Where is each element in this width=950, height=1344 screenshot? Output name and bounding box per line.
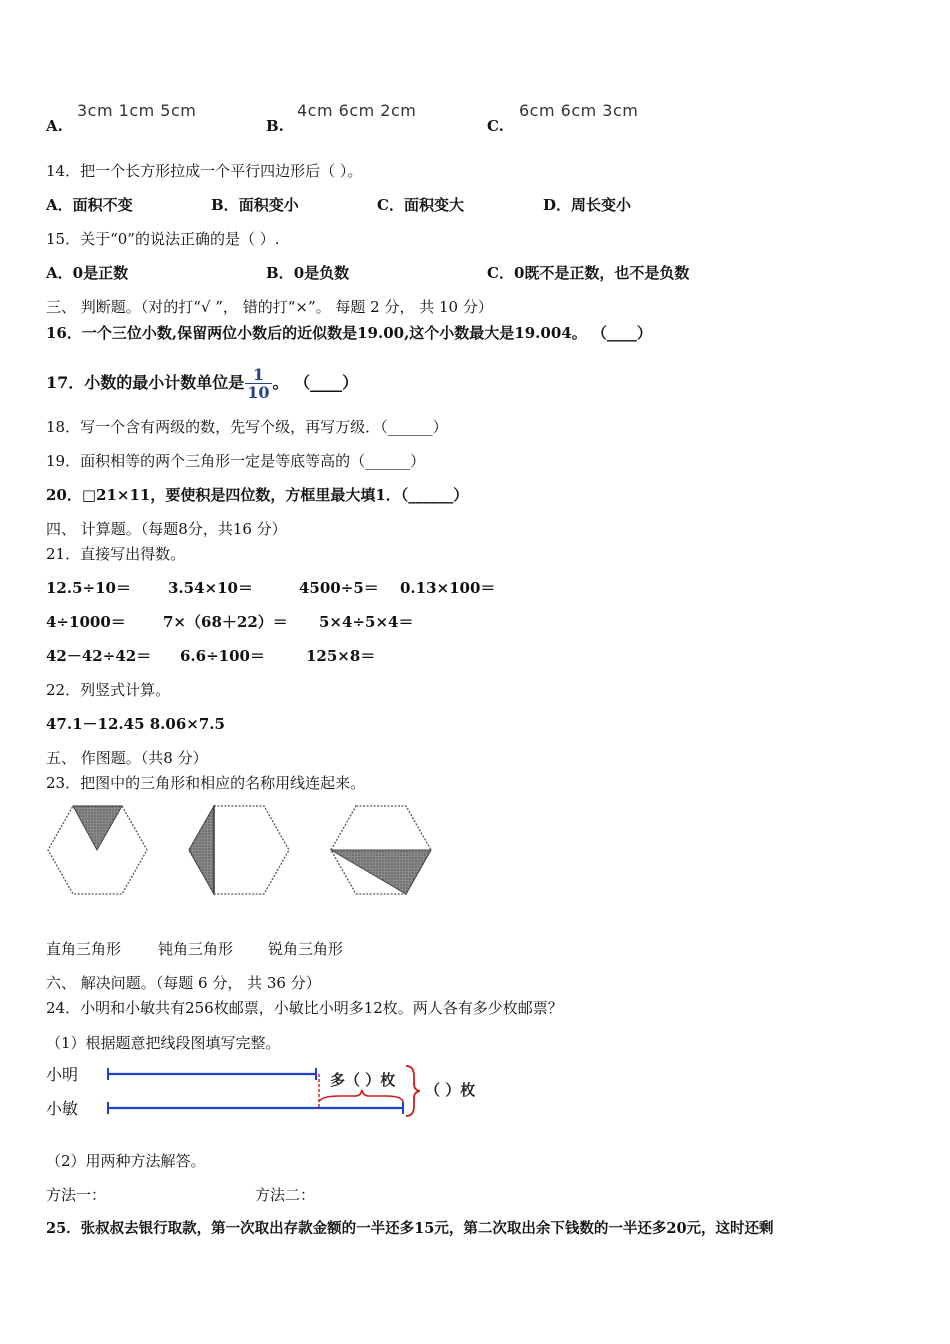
hexagon-figures: [40, 800, 440, 900]
section-3-heading: 三、 判断题。（对的打“√ ”， 错的打“×”。 每题 2 分， 共 10 分）: [46, 298, 493, 316]
q14-option-c: C．面积变大: [377, 196, 464, 214]
q14-option-a: A．面积不变: [46, 196, 133, 214]
method-one-label: 方法一：: [46, 1186, 107, 1204]
label-xiaomin: 小敏: [46, 1099, 79, 1118]
q22-question: 22．列竖式计算。: [46, 681, 171, 699]
q23-question: 23．把图中的三角形和相应的名称用线连起来。: [46, 774, 366, 792]
q17-statement: 17．小数的最小计数单位是 $\frac{1}{10}$ 。 （____）: [46, 365, 359, 402]
hexagon-figure-3: [331, 806, 431, 894]
q14-option-d: D．周长变小: [543, 196, 632, 214]
more-label: 多（ ）枚: [330, 1071, 396, 1089]
q25-question: 25．张叔叔去银行取款，第一次取出存款金额的一半还多15元，第二次取出余下钱数的一半还多20元，这时还剩: [46, 1220, 774, 1237]
q15-option-b: B．0是负数: [266, 264, 350, 282]
q13-option-b-label: B.: [266, 117, 284, 135]
q13-option-a-value: 3cm 1cm 5cm: [77, 101, 197, 120]
calc-item: 12.5÷10＝: [46, 579, 131, 597]
q15-question: 15．关于“0”的说法正确的是（ ）.: [46, 230, 280, 248]
calc-item: 125×8＝: [306, 647, 376, 665]
q13-option-c-value: 6cm 6cm 3cm: [519, 101, 639, 120]
triangle-name-acute: 锐角三角形: [268, 940, 344, 958]
q24-question: 24．小明和小敏共有256枚邮票，小敏比小明多12枚。两人各有多少枚邮票？: [46, 999, 563, 1017]
section-5-heading: 五、 作图题。（共8 分）: [46, 749, 208, 767]
q18-statement: 18．写一个含有两级的数，先写个级，再写万级．（______）: [46, 418, 448, 436]
calc-item: 6.6÷100＝: [180, 647, 265, 665]
q13-option-c-label: C.: [487, 117, 504, 135]
calc-item: 4÷1000＝: [46, 613, 126, 631]
calc-item: 0.13×100＝: [400, 579, 496, 597]
hexagon-figure-1: [48, 806, 147, 894]
label-xiaoming: 小明: [46, 1065, 79, 1084]
q21-question: 21．直接写出得数。: [46, 545, 186, 563]
q22-items: 47.1－12.45 8.06×7.5: [46, 715, 225, 733]
total-label: （ ）枚: [425, 1081, 476, 1099]
q13-option-b-value: 4cm 6cm 2cm: [297, 101, 417, 120]
section-4-heading: 四、 计算题。（每题8分，共16 分）: [46, 520, 287, 538]
section-6-heading: 六、 解决问题。（每题 6 分， 共 36 分）: [46, 974, 321, 992]
hexagon-figure-2: [189, 806, 289, 894]
q13-option-a-label: A.: [46, 117, 63, 135]
calc-item: 4500÷5＝: [299, 579, 379, 597]
fraction-one-tenth: $\frac{1}{10}$: [247, 365, 270, 402]
q14-option-b: B．面积变小: [211, 196, 299, 214]
q15-option-c: C．0既不是正数，也不是负数: [487, 264, 690, 282]
q20-statement: 20．□21×11，要使积是四位数，方框里最大填1．（______）: [46, 486, 469, 504]
q24-part2: （2）用两种方法解答。: [46, 1152, 206, 1170]
calc-item: 5×4÷5×4＝: [319, 613, 414, 631]
calc-item: 7×（68＋22）＝: [163, 613, 288, 631]
q24-part1: （1）根据题意把线段图填写完整。: [46, 1034, 281, 1052]
q14-question: 14．把一个长方形拉成一个平行四边形后（ ）。: [46, 162, 363, 180]
calc-item: 42－42÷42＝: [46, 647, 152, 665]
triangle-name-obtuse: 钝角三角形: [158, 940, 234, 958]
triangle-name-right: 直角三角形: [46, 940, 122, 958]
calc-item: 3.54×10＝: [168, 579, 253, 597]
method-two-label: 方法二：: [255, 1186, 316, 1204]
brace-total: [406, 1066, 420, 1116]
brace-difference: [319, 1090, 403, 1102]
q19-statement: 19．面积相等的两个三角形一定是等底等高的（______）: [46, 452, 426, 470]
q15-option-a: A．0是正数: [46, 264, 129, 282]
q16-statement: 16．一个三位小数,保留两位小数后的近似数是19.00,这个小数最大是19.004。 （____）: [46, 324, 652, 342]
